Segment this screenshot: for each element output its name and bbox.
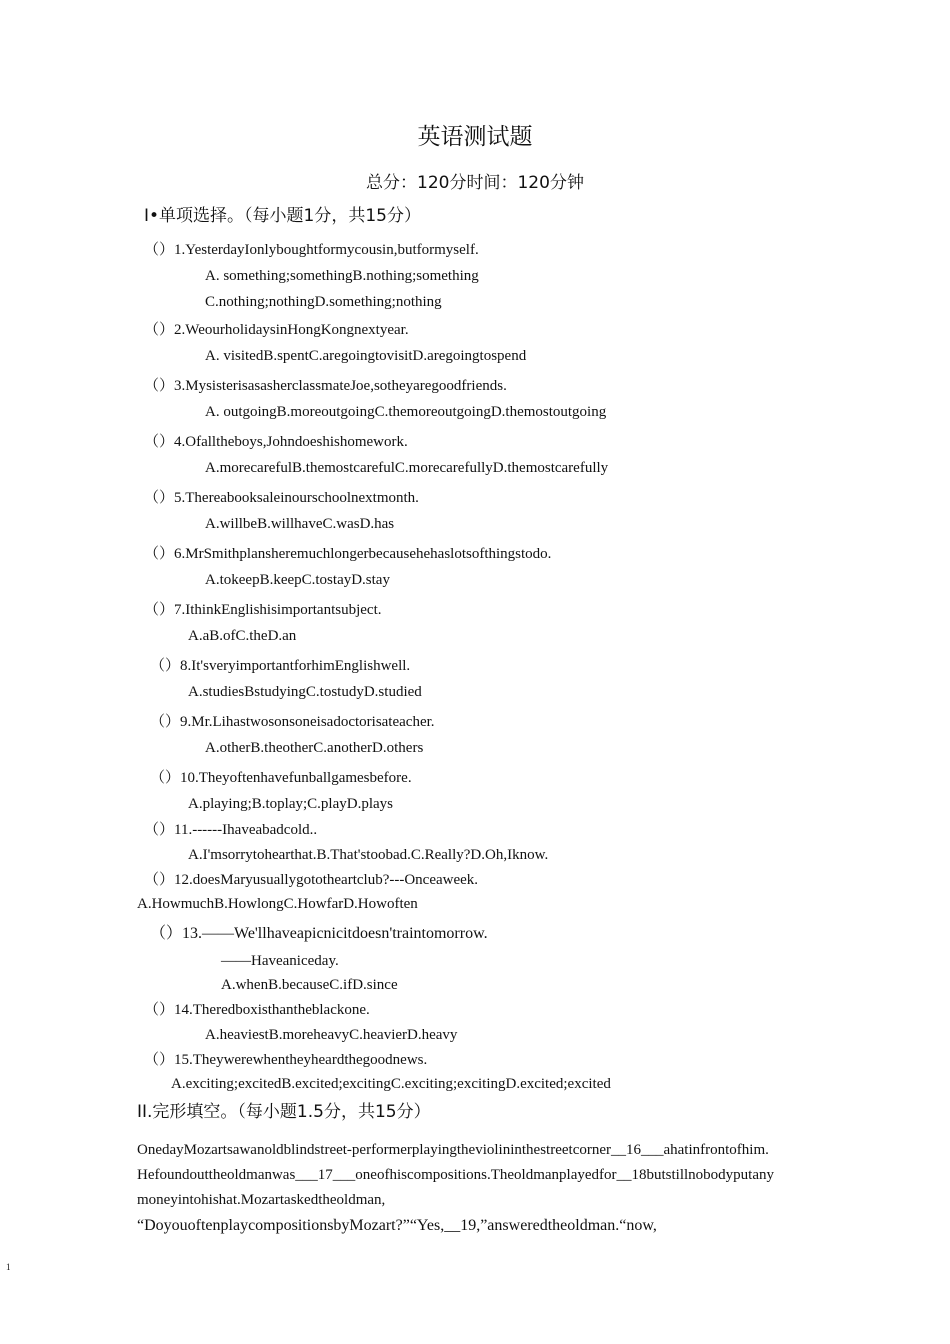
- question-4: （）4.Ofalltheboys,Johndoeshishomework.: [144, 434, 408, 450]
- question-8: （）8.It'sveryimportantforhimEnglishwell.: [150, 658, 411, 674]
- question-13: （）13.——We'llhaveapicnicitdoesn'traintomorrow.: [150, 925, 488, 942]
- question-6-options: A.tokeepB.keepC.tostayD.stay: [205, 572, 390, 588]
- question-13-options: A.whenB.becauseC.ifD.since: [221, 977, 398, 993]
- question-15: （）15.Theywerewhentheyheardthegoodnews.: [144, 1052, 428, 1068]
- question-4-options: A.morecarefulB.themostcarefulC.morecarefullyD.themostcarefully: [205, 460, 609, 476]
- question-3: （）3.MysisterisasasherclassmateJoe,sotheyaregoodfriends.: [144, 378, 507, 394]
- question-11-options: A.I'msorrytohearthat.B.That'stoobad.C.Really?D.Oh,Iknow.: [188, 847, 549, 863]
- question-2: （）2.WeourholidaysinHongKongnextyear.: [144, 322, 409, 338]
- question-6: （）6.MrSmithplansheremuchlongerbecausehehaslotsofthingstodo.: [144, 546, 552, 562]
- question-5: （）5.Thereabooksaleinourschoolnextmonth.: [144, 490, 419, 506]
- passage-line-3: moneyintohishat.Mozartaskedtheoldman,: [137, 1192, 386, 1208]
- question-11: （）11.------Ihaveabadcold..: [144, 822, 318, 838]
- question-9: （）9.Mr.Lihastwosonsoneisadoctorisateacher.: [150, 714, 435, 730]
- page-number: 1: [6, 1262, 11, 1272]
- question-12: （）12.doesMaryusuallygototheartclub?---Onceaweek.: [144, 872, 479, 888]
- question-14-options: A.heaviestB.moreheavyC.heavierD.heavy: [205, 1027, 458, 1043]
- passage-line-1: OnedayMozartsawanoldblindstreet-performerplayingtheviolininthestreetcorner__16___ahatinfrontofhim.: [137, 1142, 769, 1158]
- question-2-options: A. visitedB.spentC.aregoingtovisitD.aregoingtospend: [205, 348, 527, 364]
- question-7: （）7.IthinkEnglishisimportantsubject.: [144, 602, 382, 618]
- passage-line-4: “DoyouoftenplaycompositionsbyMozart?”“Yes,__19,”answeredtheoldman.“now,: [137, 1217, 657, 1234]
- question-7-options: A.aB.ofC.theD.an: [188, 628, 297, 644]
- question-8-options: A.studiesBstudyingC.tostudyD.studied: [188, 684, 422, 700]
- question-10: （）10.Theyoftenhavefunballgamesbefore.: [150, 770, 412, 786]
- question-1-options-b: C.nothing;nothingD.something;nothing: [205, 294, 442, 310]
- question-1: （）1.YesterdayIonlyboughtformycousin,butformyself.: [144, 242, 479, 258]
- question-1-options-a: A. something;somethingB.nothing;something: [205, 268, 479, 284]
- question-12-options: A.HowmuchB.HowlongC.HowfarD.Howoften: [137, 896, 418, 912]
- page-title: 英语测试题: [417, 124, 533, 150]
- question-13-dialogue: ——Haveaniceday.: [221, 953, 339, 969]
- section-heading-1: Ⅰ•单项选择。（每小题1分，共15分）: [144, 206, 421, 226]
- question-14: （）14.Theredboxisthantheblackone.: [144, 1002, 370, 1018]
- section-heading-2: II.完形填空。（每小题1.5分，共15分）: [137, 1102, 431, 1122]
- question-3-options: A. outgoingB.moreoutgoingC.themoreoutgoingD.themostoutgoing: [205, 404, 607, 420]
- question-5-options: A.willbeB.willhaveC.wasD.has: [205, 516, 395, 532]
- question-10-options: A.playing;B.toplay;C.playD.plays: [188, 796, 393, 812]
- question-9-options: A.otherB.theotherC.anotherD.others: [205, 740, 424, 756]
- passage-line-2: Hefoundouttheoldmanwas___17___oneofhiscompositions.Theoldmanplayedfor__18butstillnobodyputany: [137, 1167, 774, 1183]
- question-15-options: A.exciting;excitedB.excited;excitingC.exciting;excitingD.excited;excited: [171, 1076, 611, 1092]
- score-line: 总分：120分时间：120分钟: [366, 173, 584, 193]
